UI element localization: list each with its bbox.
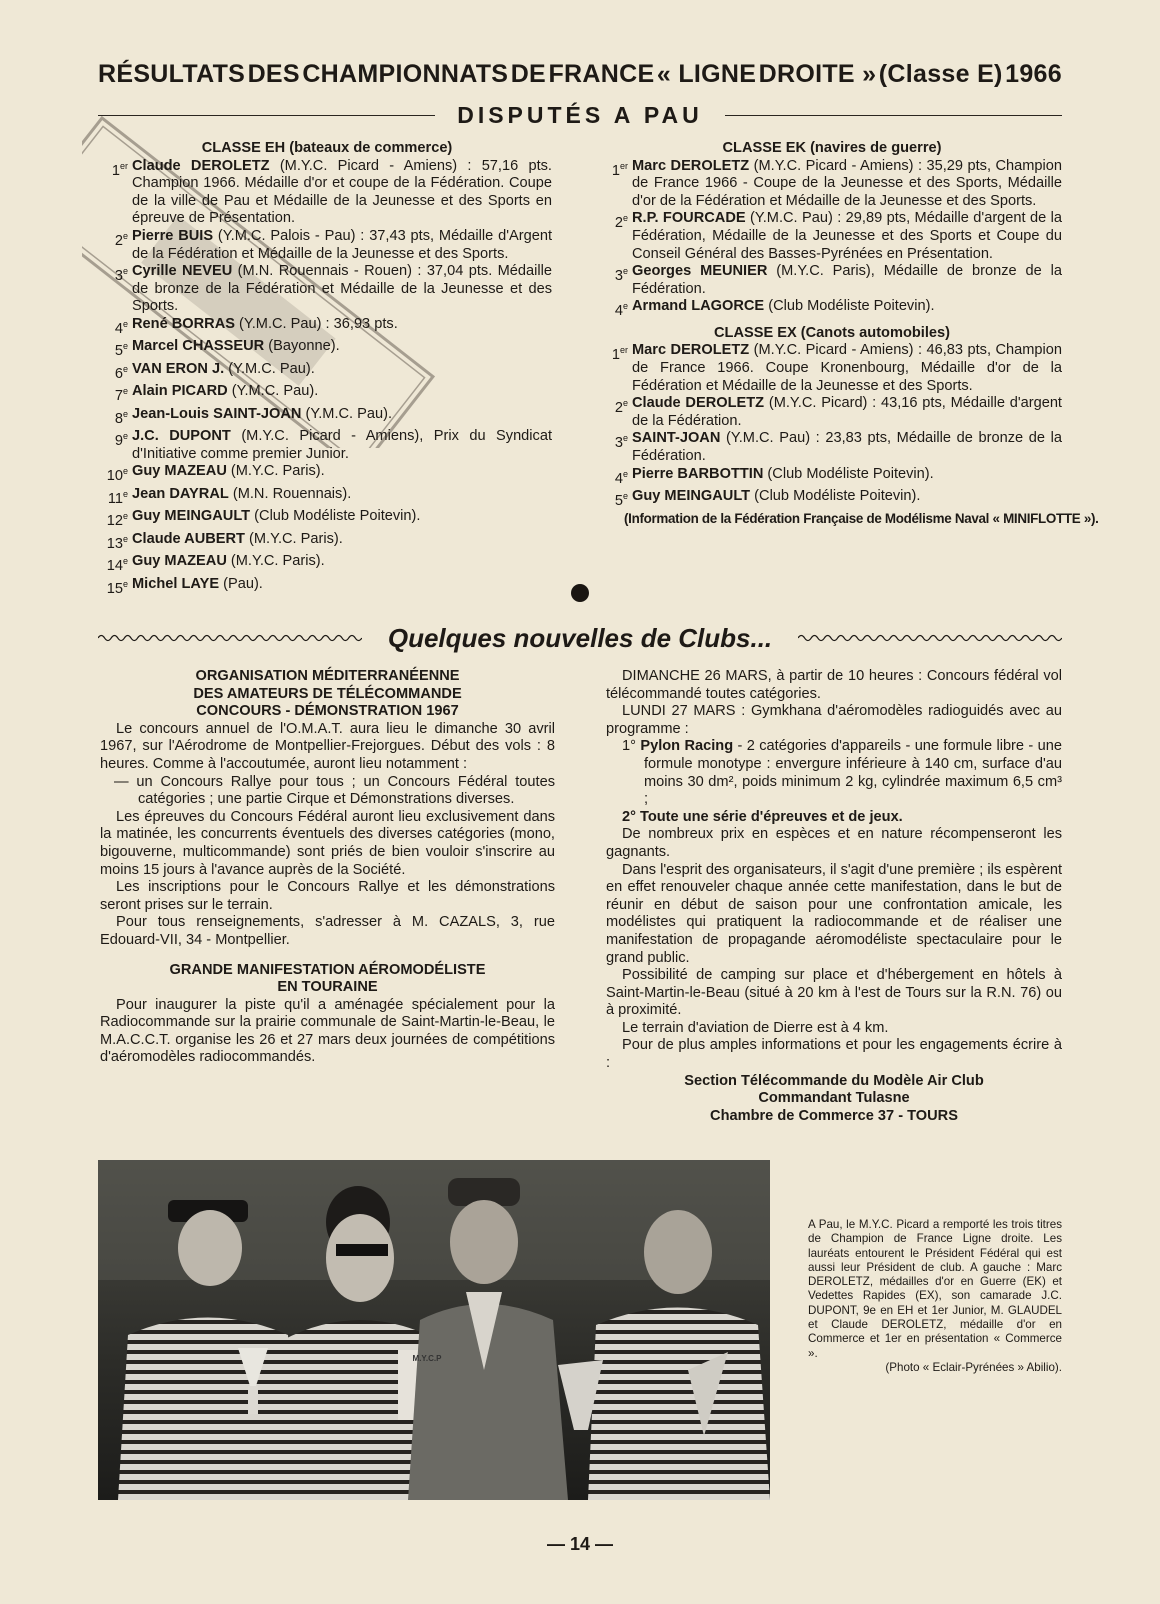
competitor-name: Guy MAZEAU — [132, 463, 227, 480]
classe-ek-results — [602, 158, 1062, 321]
result-text — [632, 488, 1062, 510]
competitor-name: Alain PICARD — [132, 383, 228, 400]
touraine-item-1-text: - 2 catégories d'appareils - une formule libre - une formule monotype : envergure inférieure à 140 cm, surface d'au moins 30 dm², poids minimum 2 kg, cylindrée maximum 6,5 cm³ ; — [644, 738, 1063, 808]
touraine-heading-2: EN TOURAINE — [277, 979, 378, 996]
result-text — [632, 263, 1062, 298]
competitor-name: Georges MEUNIER — [632, 263, 768, 280]
title-word: DES — [247, 60, 300, 88]
result-rank-number: 2 — [614, 215, 623, 232]
ex-result-row — [602, 395, 1062, 430]
result-details: (Club Modéliste Poitevin). — [763, 465, 934, 482]
result-rank-suffix: e — [122, 363, 128, 374]
competitor-name: VAN ERON J. — [132, 360, 225, 377]
result-details: (Y.M.C. Pau). — [224, 360, 315, 377]
result-details: (Y.M.C. Pau) : 23,83 pts, Médaille de bronze de la Fédération. — [632, 430, 1062, 464]
ex-result-row — [602, 342, 1062, 395]
wavy-rule-right — [798, 633, 1062, 643]
omat-paragraph-3: Les inscriptions pour le Concours Rallye et les démonstrations seront prises sur le terrain. — [100, 879, 555, 913]
competitor-name: Guy MEINGAULT — [132, 508, 251, 525]
eh-result-row — [102, 228, 552, 263]
result-details: (Pau). — [219, 575, 263, 592]
competitor-name: Pierre BARBOTTIN — [632, 465, 764, 482]
result-text — [132, 316, 552, 338]
result-rank — [102, 406, 132, 428]
winners-photo — [98, 1160, 770, 1500]
result-details: (M.Y.C. Picard - Amiens) : 46,83 pts, Champion de France 1966. Coupe Kronenbourg, Médaille d'or de la Fédération et Médaille de la Jeunesse et des Sports. — [632, 342, 1062, 394]
result-details: (Bayonne). — [264, 338, 340, 355]
result-rank — [602, 298, 632, 320]
classe-eh-results — [102, 158, 552, 599]
result-rank — [102, 486, 132, 508]
photo-caption — [808, 1218, 1062, 1375]
competitor-name: Armand LAGORCE — [632, 298, 765, 315]
result-rank — [602, 488, 632, 510]
title-word: 1966 — [1005, 60, 1062, 88]
result-rank — [602, 466, 632, 488]
result-details: (Y.M.C. Pau). — [227, 383, 319, 400]
result-text — [632, 158, 1062, 211]
result-rank-suffix: e — [622, 398, 628, 409]
result-rank — [602, 210, 632, 263]
result-rank-suffix: e — [122, 386, 128, 397]
result-rank — [102, 383, 132, 405]
clubs-section-title: Quelques nouvelles de Clubs... — [387, 622, 773, 653]
result-details: (M.Y.C. Paris), Médaille de bronze de la Fédération. — [632, 263, 1062, 297]
subtitle-rule-left — [98, 115, 435, 116]
result-details: (Y.M.C. Palois - Pau) : 37,43 pts, Médaille d'Argent de la Fédération et Médaille de la Jeunesse et des Sports. — [132, 227, 552, 262]
eh-result-row — [102, 316, 552, 338]
result-details: (Club Modéliste Poitevin). — [750, 488, 921, 504]
result-details: (Club Modéliste Poitevin). — [764, 298, 935, 315]
address-line-1: Section Télécommande du Modèle Air Club — [684, 1072, 984, 1089]
result-text — [132, 531, 552, 553]
result-rank-suffix: e — [122, 341, 128, 352]
result-details: (M.N. Rouennais - Rouen) : 37,04 pts. Médaille de bronze de la Fédération et Médaille de la Jeunesse et des Sports. — [132, 263, 552, 315]
address-line-3: Chambre de Commerce 37 - TOURS — [710, 1107, 958, 1124]
result-rank-number: 1 — [611, 162, 620, 179]
result-details: (Y.M.C. Pau) : 36,93 pts. — [234, 315, 398, 332]
result-rank — [102, 361, 132, 383]
result-rank-number: 1 — [111, 162, 120, 179]
result-rank-suffix: e — [622, 433, 628, 444]
competitor-name: René BORRAS — [132, 315, 235, 332]
result-details: (Club Modéliste Poitevin). — [250, 508, 421, 525]
result-rank-suffix: e — [622, 213, 628, 224]
ex-result-row — [602, 488, 1062, 510]
result-text — [132, 158, 552, 228]
result-rank — [102, 158, 132, 228]
result-rank — [102, 428, 132, 463]
result-rank — [102, 508, 132, 530]
result-rank-number: 12 — [106, 513, 123, 530]
result-rank — [602, 263, 632, 298]
omat-article — [100, 668, 555, 1067]
competitor-name: SAINT-JOAN — [632, 430, 721, 447]
photo-credit: (Photo « Eclair-Pyrénées » Abilio). — [885, 1360, 1062, 1374]
result-text — [632, 210, 1062, 263]
result-details: (M.Y.C. Paris). — [226, 553, 325, 570]
eh-result-row — [102, 508, 552, 530]
ek-result-row — [602, 210, 1062, 263]
result-text — [132, 463, 552, 485]
ek-result-row — [602, 298, 1062, 320]
result-rank-suffix: e — [122, 511, 128, 522]
eh-result-row — [102, 576, 552, 598]
result-rank-number: 9 — [114, 433, 123, 450]
result-rank-number: 8 — [114, 410, 123, 427]
wavy-rule-left — [98, 633, 362, 643]
omat-paragraph-1: Le concours annuel de l'O.M.A.T. aura lieu le dimanche 30 avril 1967, sur l'Aérodrome de Montpellier-Frejorgues. Début des vols : 8 heures. Comme à l'accoutumée, auront lieu notamment : — [100, 720, 555, 772]
result-rank — [102, 338, 132, 360]
competitor-name: Marc DEROLETZ — [632, 157, 750, 174]
result-rank — [102, 316, 132, 338]
omat-paragraph-4: Pour tous renseignements, s'adresser à M. CAZALS, 3, rue Edouard-VII, 34 - Montpellier. — [100, 914, 555, 948]
result-text — [132, 428, 552, 463]
result-rank-suffix: e — [122, 408, 128, 419]
result-text — [132, 361, 552, 383]
touraine-lundi: LUNDI 27 MARS : Gymkhana d'aéromodèles radioguidés avec au programme : — [606, 703, 1062, 737]
competitor-name: Jean-Louis SAINT-JOAN — [132, 405, 302, 422]
eh-result-row — [102, 263, 552, 316]
result-rank — [102, 553, 132, 575]
result-rank-number: 15 — [106, 580, 123, 597]
result-text — [632, 395, 1062, 430]
eh-result-row — [102, 406, 552, 428]
result-text — [132, 508, 552, 530]
result-rank — [602, 395, 632, 430]
touraine-item-2: 2° Toute une série d'épreuves et de jeux. — [622, 808, 903, 825]
result-rank-number: 11 — [107, 490, 123, 507]
result-text — [632, 342, 1062, 395]
result-rank-number: 1 — [611, 347, 620, 364]
result-rank-number: 2 — [114, 232, 123, 249]
omat-list-item: — un Concours Rallye pour tous ; un Concours Fédéral toutes catégories ; une partie Cirque et Démonstrations diverses. — [114, 773, 555, 808]
result-rank-suffix: e — [122, 318, 128, 329]
result-details: (M.Y.C. Picard - Amiens), Prix du Syndicat d'Initiative comme premier Junior. — [132, 428, 553, 462]
result-rank-suffix: e — [622, 301, 628, 312]
title-word: DE — [510, 60, 547, 88]
main-title — [98, 60, 1062, 89]
result-rank-number: 6 — [114, 365, 123, 382]
clubs-section-header — [98, 620, 1062, 656]
result-text — [632, 298, 1062, 320]
competitor-name: Claude DEROLETZ — [632, 395, 765, 412]
competitor-name: Guy MEINGAULT — [632, 488, 751, 504]
winners-photo-illustration — [98, 1160, 770, 1500]
result-rank-suffix: er — [619, 160, 628, 171]
result-text — [132, 383, 552, 405]
result-rank — [102, 463, 132, 485]
eh-result-row — [102, 531, 552, 553]
touraine-paragraph-5: Le terrain d'aviation de Dierre est à 4 km. — [622, 1019, 889, 1036]
omat-heading-1: ORGANISATION MÉDITERRANÉENNE — [195, 668, 460, 684]
result-text — [132, 553, 552, 575]
result-text — [132, 486, 552, 508]
result-text — [132, 228, 552, 263]
result-rank — [102, 228, 132, 263]
omat-heading-3: CONCOURS - DÉMONSTRATION 1967 — [196, 703, 459, 720]
result-details: (M.Y.C. Picard) : 43,16 pts, Médaille d'argent de la Fédération. — [632, 395, 1062, 429]
result-rank-suffix: e — [122, 230, 128, 241]
subtitle-row — [98, 100, 1062, 130]
result-rank-suffix: e — [122, 266, 128, 277]
result-rank-suffix: e — [122, 466, 128, 477]
omat-paragraph-2: Les épreuves du Concours Fédéral auront lieu exclusivement dans la matinée, les concurrents éventuels des diverses catégories (mono, bigouverne, multicommande) sont priés de bien vouloir s'inscrire au moins 15 jours à l'avance auprès de la Société. — [100, 808, 555, 878]
result-rank-suffix: e — [622, 468, 628, 479]
subtitle: DISPUTÉS A PAU — [457, 101, 703, 128]
eh-result-row — [102, 428, 552, 463]
result-rank-suffix: er — [119, 160, 128, 171]
result-text — [632, 466, 1062, 488]
eh-result-row — [102, 383, 552, 405]
subtitle-rule-right — [725, 115, 1062, 116]
ex-result-row — [602, 466, 1062, 488]
touraine-paragraph-6: Pour de plus amples informations et pour les engagements écrire à : — [606, 1037, 1062, 1072]
eh-result-row — [102, 463, 552, 485]
eh-result-row — [102, 486, 552, 508]
result-details: (M.Y.C. Paris). — [226, 463, 325, 480]
competitor-name: Guy MAZEAU — [132, 553, 227, 570]
result-rank-number: 2 — [614, 400, 623, 417]
result-text — [132, 406, 552, 428]
result-rank-suffix: e — [122, 578, 128, 589]
result-rank-number: 13 — [106, 535, 123, 552]
separator-dot — [571, 584, 589, 602]
result-rank-suffix: e — [122, 488, 128, 499]
result-rank-number: 4 — [614, 303, 623, 320]
classe-eh-column — [102, 140, 552, 598]
touraine-article-continued — [606, 668, 1062, 1125]
result-text — [632, 430, 1062, 465]
result-text — [132, 338, 552, 360]
competitor-name: Michel LAYE — [132, 575, 220, 592]
source-note: (Information de la Fédération Française de Modélisme Naval « MINIFLOTTE »). — [624, 511, 1099, 527]
title-word: « LIGNE — [656, 60, 757, 88]
touraine-item-1-title: Pylon Racing — [640, 738, 734, 755]
result-details: (M.Y.C. Paris). — [244, 530, 343, 547]
ex-result-row — [602, 430, 1062, 465]
address-line-2: Commandant Tulasne — [758, 1090, 910, 1107]
touraine-item-1-number: 1° — [622, 738, 641, 755]
competitor-name: Claude DEROLETZ — [132, 157, 270, 174]
touraine-paragraph-2: De nombreux prix en espèces et en nature récompenseront les gagnants. — [606, 826, 1062, 860]
result-rank-suffix: e — [622, 266, 628, 277]
competitor-name: Cyrille NEVEU — [132, 263, 233, 280]
competitor-name: Marc DEROLETZ — [632, 342, 750, 359]
classe-ex-title: CLASSE EX (Canots automobiles) — [714, 324, 950, 341]
result-rank — [102, 531, 132, 553]
result-details: (Y.M.C. Pau). — [301, 405, 393, 422]
photo-caption-text: A Pau, le M.Y.C. Picard a remporté les trois titres de Champion de France Ligne droite. Les lauréats entourent le Président Fédéral qui est aussi leur Président de club. A gauche : Marc DEROLETZ, médailles d'or en Guerre (EK) et Vedettes Rapides (EX), son camarade J.C. DUPONT, 9e en EH et 1er Junior, M. GLAUDEL et Claude DEROLETZ, médaille d'or en Commerce et 1er en présentation « Commerce ». — [808, 1218, 1062, 1360]
result-rank-suffix: e — [122, 556, 128, 567]
title-word: FRANCE — [548, 60, 655, 88]
result-text — [132, 576, 552, 598]
result-rank — [602, 342, 632, 395]
title-word: DROITE » — [758, 60, 877, 88]
result-rank-number: 3 — [614, 435, 623, 452]
eh-result-row — [102, 338, 552, 360]
result-rank — [102, 263, 132, 316]
touraine-dimanche: DIMANCHE 26 MARS, à partir de 10 heures : Concours fédéral vol télécommandé toutes catégories. — [606, 668, 1062, 702]
competitor-name: Marcel CHASSEUR — [132, 338, 265, 355]
eh-result-row — [102, 361, 552, 383]
eh-result-row — [102, 158, 552, 228]
ek-result-row — [602, 158, 1062, 211]
competitor-name: Claude AUBERT — [132, 530, 245, 547]
result-rank-number: 10 — [106, 468, 123, 485]
result-rank-suffix: e — [122, 431, 128, 442]
result-rank-suffix: e — [622, 491, 628, 501]
result-rank-number: 5 — [614, 492, 623, 509]
result-rank-number: 4 — [614, 470, 623, 487]
result-rank-number: 3 — [614, 268, 623, 285]
classe-ek-title: CLASSE EK (navires de guerre) — [722, 140, 942, 156]
result-text — [132, 263, 552, 316]
result-details: (M.Y.C. Picard - Amiens) : 57,16 pts. Champion 1966. Médaille d'or et coupe de la Fédération. Coupe de la ville de Pau et Médaille de la Jeunesse et des Sports en épreuve de Présentation. — [132, 157, 552, 227]
omat-heading-2: DES AMATEURS DE TÉLÉCOMMANDE — [193, 685, 462, 702]
touraine-item-1 — [606, 738, 1062, 808]
classe-ek-ex-column — [602, 140, 1099, 528]
result-rank-number: 7 — [114, 388, 123, 405]
result-rank-number: 5 — [114, 343, 123, 360]
result-details: (M.N. Rouennais). — [228, 485, 352, 502]
title-word: CHAMPIONNATS — [302, 60, 509, 88]
result-rank — [602, 430, 632, 465]
competitor-name: Pierre BUIS — [132, 227, 214, 244]
result-rank-suffix: e — [122, 533, 128, 544]
result-details: (M.Y.C. Picard - Amiens) : 35,29 pts, Champion de France 1966 - Coupe de la Jeunesse et des Sports, Médaille d'or de la Fédération et Médaille de la Jeunesse et des Sports. — [632, 157, 1062, 209]
result-rank-number: 4 — [114, 320, 123, 337]
title-word: RÉSULTATS — [98, 60, 246, 88]
result-rank-number: 3 — [114, 268, 123, 285]
classe-ex-results — [602, 342, 1062, 510]
result-details: (Y.M.C. Pau) : 29,89 pts, Médaille d'argent de la Fédération, Médaille de la Jeunesse et des Sports et Coupe du Conseil Général des Basses-Pyrénées en Présentation. — [632, 210, 1062, 262]
touraine-paragraph-3: Dans l'esprit des organisateurs, il s'agit d'une première ; ils espèrent en effet renouveler chaque année cette manifestation, dans le but de réunir en début de saison pour une confrontation amicale, les modélistes qui pratiquent la radiocommande et de réaliser une manifestation de propagande aéromodéliste spectaculaire pour le grand public. — [606, 861, 1062, 966]
page-number: — 14 — — [546, 1534, 614, 1554]
result-rank — [102, 576, 132, 598]
result-rank-number: 14 — [106, 558, 123, 575]
touraine-paragraph-1: Pour inaugurer la piste qu'il a aménagée spécialement pour la Radiocommande sur la prairie communale de Saint-Martin-le-Beau, le M.A.C.C.T. organise les 26 et 27 mars deux journées de compétitions d'aéromodèles radiocommandés. — [100, 996, 555, 1066]
competitor-name: Jean DAYRAL — [132, 485, 229, 502]
photo-flag-text: M.Y.C.P — [412, 1354, 442, 1363]
ek-result-row — [602, 263, 1062, 298]
competitor-name: R.P. FOURCADE — [632, 210, 746, 227]
competitor-name: J.C. DUPONT — [132, 428, 231, 445]
title-word: (Classe E) — [878, 60, 1003, 88]
result-rank — [602, 158, 632, 211]
touraine-heading-1: GRANDE MANIFESTATION AÉROMODÉLISTE — [169, 961, 486, 978]
touraine-paragraph-4: Possibilité de camping sur place et d'hébergement en hôtels à Saint-Martin-le-Beau (situé à 20 km à l'est de Tours sur la R.N. 76) ou à proximité. — [606, 967, 1062, 1019]
result-rank-suffix: er — [619, 345, 628, 356]
eh-result-row — [102, 553, 552, 575]
classe-eh-title: CLASSE EH (bateaux de commerce) — [201, 140, 453, 156]
